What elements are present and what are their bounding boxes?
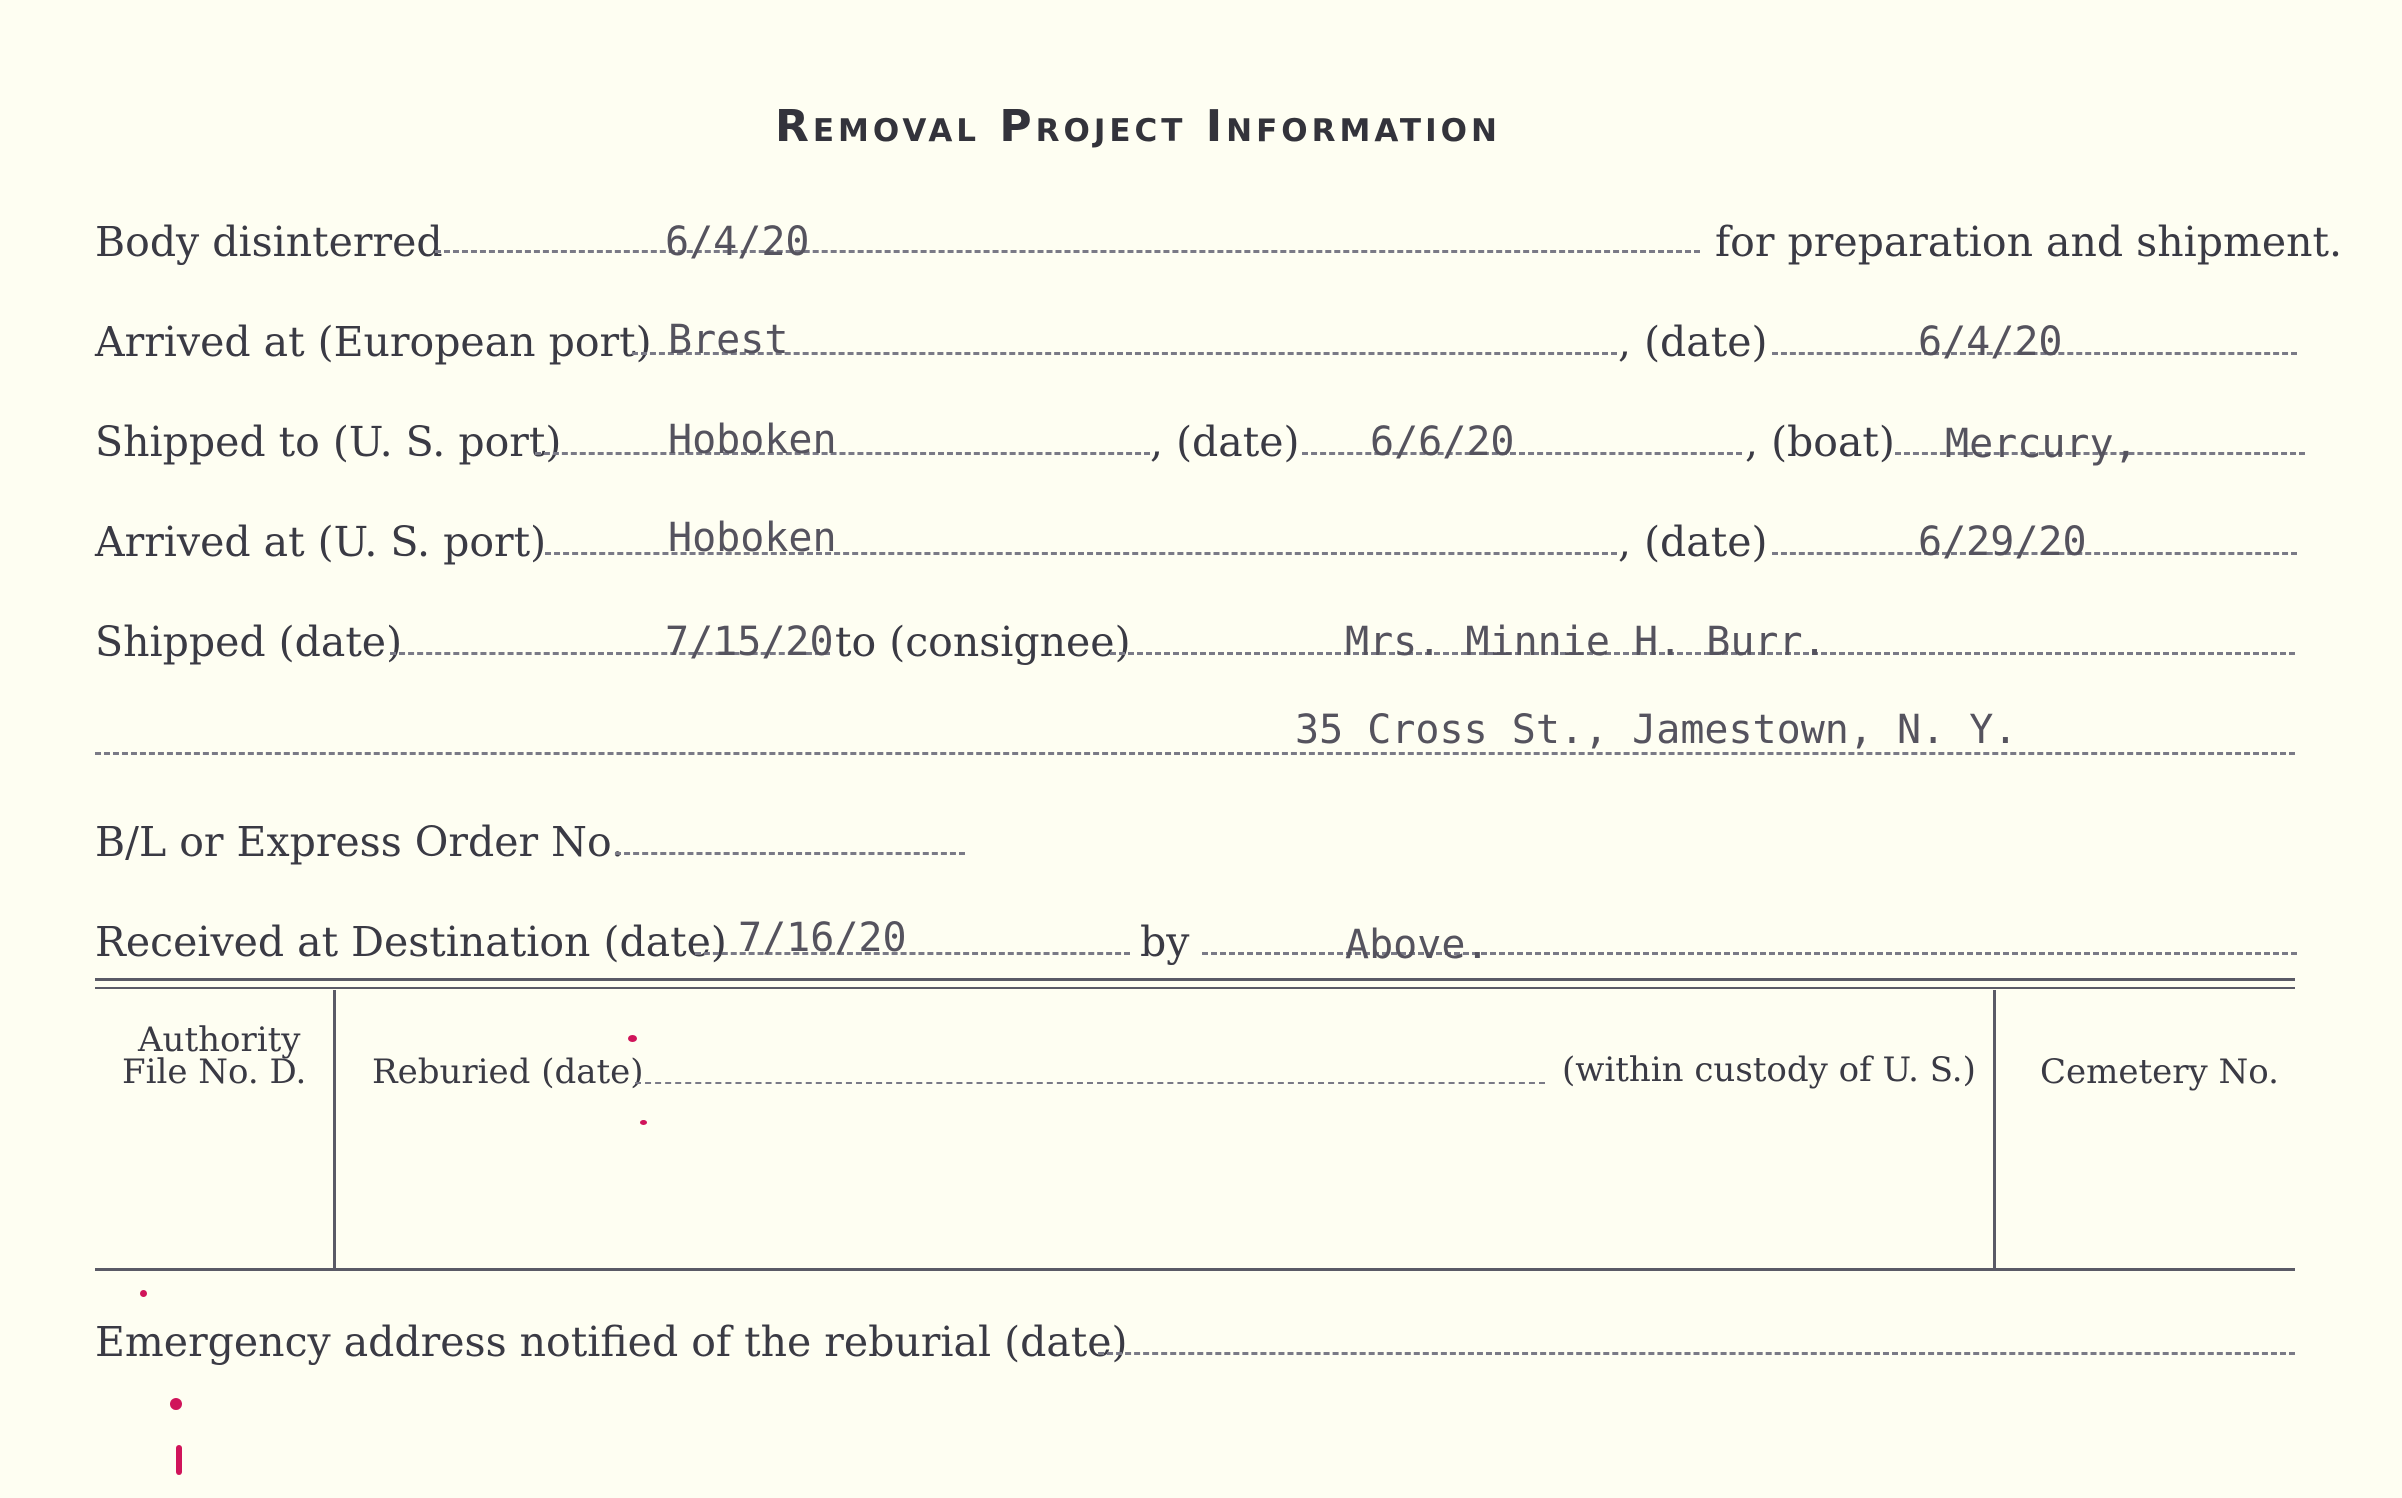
divider-left: [333, 990, 336, 1268]
line-reburied: [635, 1082, 1545, 1084]
double-rule-bottom: [95, 987, 2295, 989]
label-reburied: Reburied (date): [372, 1052, 644, 1092]
label-arrived-us-port: Arrived at (U. S. port): [95, 518, 547, 566]
line-disinterred: [435, 250, 1700, 253]
divider-right: [1993, 990, 1996, 1268]
value-us-port-arrived: Hoboken: [668, 515, 837, 561]
box-bottom-rule: [95, 1268, 2295, 1271]
label-boat: , (boat): [1745, 418, 1895, 466]
label-within-custody: (within custody of U. S.): [1562, 1050, 1976, 1090]
value-shipped-date: 7/15/20: [665, 619, 834, 665]
label-by: by: [1140, 918, 1190, 966]
value-arrived-us-date: 6/29/20: [1918, 519, 2087, 565]
value-consignee-name: Mrs. Minnie H. Burr.: [1345, 619, 1827, 665]
ink-speck: [176, 1445, 182, 1475]
label-body-disinterred: Body disinterred: [95, 218, 443, 266]
label-cemetery-no: Cemetery No.: [2040, 1052, 2279, 1092]
value-received-by: Above.: [1345, 922, 1490, 968]
ink-speck: [640, 1120, 647, 1125]
line-bl-order: [615, 852, 965, 855]
value-disinterred-date: 6/4/20: [665, 219, 810, 265]
line-us-port-shipped: [535, 452, 1150, 455]
label-arrived-european-port: Arrived at (European port): [95, 318, 652, 366]
label-european-date: , (date): [1618, 318, 1768, 366]
line-emergency: [1098, 1352, 2295, 1355]
ink-speck: [170, 1398, 182, 1410]
value-european-date: 6/4/20: [1918, 319, 2063, 365]
value-shipped-to-date: 6/6/20: [1370, 419, 1515, 465]
value-european-port: Brest: [668, 317, 789, 363]
label-bl-order: B/L or Express Order No.: [95, 818, 625, 866]
label-arrived-date: , (date): [1618, 518, 1768, 566]
ink-speck: [140, 1290, 147, 1297]
label-emergency: Emergency address notified of the reburial (date): [95, 1318, 1128, 1366]
label-shipped-to-us-port: Shipped to (U. S. port): [95, 418, 562, 466]
value-consignee-address: 35 Cross St., Jamestown, N. Y.: [1295, 707, 2018, 753]
label-shipped-date: , (date): [1150, 418, 1300, 466]
page-title: Removal Project Information: [775, 101, 1501, 152]
label-authority: Authority: [138, 1020, 301, 1060]
value-boat: Mercury,: [1945, 421, 2138, 467]
double-rule-top: [95, 978, 2295, 981]
ink-speck: [628, 1035, 637, 1042]
label-shipped-date: Shipped (date): [95, 618, 403, 666]
label-received-destination: Received at Destination (date): [95, 918, 727, 966]
label-to-consignee: to (consignee): [835, 618, 1131, 666]
line-shipped-to-date: [1302, 452, 1742, 455]
label-file-no: File No. D.: [122, 1052, 307, 1092]
value-us-port-shipped: Hoboken: [668, 417, 837, 463]
value-received-date: 7/16/20: [738, 915, 907, 961]
label-for-preparation: for preparation and shipment.: [1715, 218, 2343, 266]
